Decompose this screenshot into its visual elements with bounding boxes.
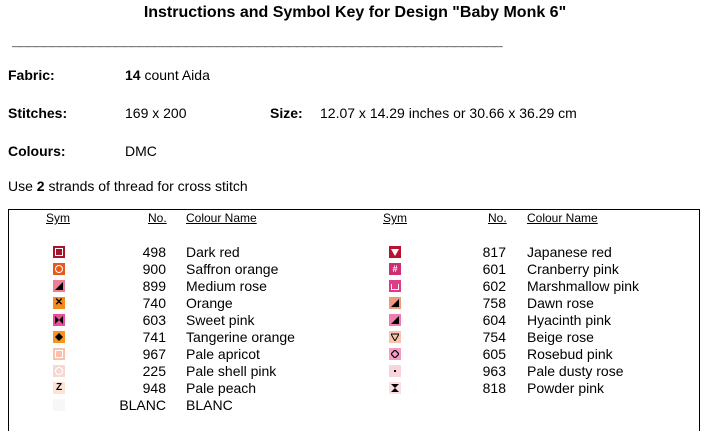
right-colour-name: Rosebud pink	[527, 346, 613, 362]
left-colour-name: Tangerine orange	[186, 329, 295, 345]
use-post: strands of thread for cross stitch	[44, 178, 248, 194]
left-symbol-z-icon: Z	[53, 382, 65, 394]
left-colour-name: Sweet pink	[186, 312, 255, 328]
size-label: Size:	[270, 105, 303, 121]
fabric-value	[125, 67, 210, 83]
right-colour-number: 758	[482, 295, 506, 311]
left-colour-number: 740	[142, 295, 166, 311]
left-colour-name: Orange	[186, 295, 233, 311]
right-colour-number: 604	[482, 312, 506, 328]
left-colour-number: 498	[142, 244, 166, 260]
left-symbol-x-icon: ✕	[54, 297, 64, 308]
right-symbol-triangle-corner-icon	[389, 314, 401, 326]
left-colour-number: 225	[142, 363, 166, 379]
left-colour-number: 900	[142, 261, 166, 277]
left-symbol-square-outline-icon	[53, 348, 65, 360]
no-header-right: No.	[488, 211, 507, 225]
left-colour-name: Dark red	[186, 244, 240, 260]
right-symbol-triangle-corner-icon	[389, 297, 401, 309]
size-value: 12.07 x 14.29 inches or 30.66 x 36.29 cm	[320, 105, 577, 121]
right-symbol-heart-icon	[389, 246, 401, 258]
right-symbol-hash-icon: #	[389, 263, 401, 275]
right-colour-number: 963	[482, 363, 506, 379]
use-pre: Use	[8, 178, 37, 194]
left-colour-number: 948	[142, 380, 166, 396]
sym-header-left: Sym	[46, 211, 70, 225]
no-header-left: No.	[148, 211, 167, 225]
stitches-value: 169 x 200	[125, 105, 187, 121]
left-colour-name: Pale peach	[186, 380, 257, 396]
colour-name-header-left: Colour Name	[186, 211, 257, 225]
right-symbol-u-icon	[389, 280, 401, 292]
colours-label: Colours:	[8, 143, 66, 159]
fabric-rest: count Aida	[140, 67, 210, 83]
right-symbol-hourglass-icon	[389, 382, 401, 394]
colours-value: DMC	[125, 143, 157, 159]
right-symbol-triangle-down-icon	[389, 331, 401, 343]
left-colour-number: 741	[142, 329, 166, 345]
strand-count: 2	[36, 178, 45, 194]
right-colour-name: Beige rose	[527, 329, 594, 345]
left-colour-name: BLANC	[186, 397, 233, 413]
right-colour-number: 818	[482, 380, 506, 396]
title-rule: ______________________________________________________________	[12, 32, 502, 49]
left-symbol-diamond-icon	[53, 331, 65, 343]
right-colour-number: 754	[482, 329, 506, 345]
fabric-label: Fabric:	[8, 67, 55, 83]
fabric-count: 14	[125, 67, 141, 83]
colour-name-header-right: Colour Name	[527, 211, 598, 225]
right-colour-number: 817	[482, 244, 506, 260]
right-colour-name: Marshmallow pink	[527, 278, 640, 294]
left-colour-name: Pale apricot	[186, 346, 260, 362]
left-colour-number: BLANC	[119, 397, 166, 413]
right-colour-name: Dawn rose	[527, 295, 594, 311]
page-title: Instructions and Symbol Key for Design "Baby Monk 6"	[143, 4, 567, 21]
left-colour-name: Pale shell pink	[186, 363, 277, 379]
right-colour-number: 602	[482, 278, 506, 294]
left-colour-number: 603	[142, 312, 166, 328]
stitches-label: Stitches:	[8, 105, 68, 121]
right-colour-name: Japanese red	[527, 244, 612, 260]
left-symbol-circle-outline-icon	[53, 365, 65, 377]
right-colour-number: 605	[482, 346, 506, 362]
left-colour-name: Medium rose	[186, 278, 267, 294]
left-symbol-blank-icon	[53, 399, 65, 411]
right-colour-number: 601	[482, 261, 506, 277]
right-colour-name: Hyacinth pink	[527, 312, 612, 328]
left-symbol-circle-outline-icon	[53, 263, 65, 275]
right-colour-name: Powder pink	[527, 380, 605, 396]
right-symbol-dot-icon	[389, 365, 401, 377]
left-colour-number: 967	[142, 346, 166, 362]
right-colour-name: Pale dusty rose	[527, 363, 624, 379]
left-symbol-triangle-corner-icon	[53, 280, 65, 292]
left-colour-number: 899	[142, 278, 166, 294]
strands-instruction	[8, 178, 248, 194]
right-colour-name: Cranberry pink	[527, 261, 619, 277]
right-symbol-diamond-outline-icon	[389, 348, 401, 360]
left-colour-name: Saffron orange	[186, 261, 279, 277]
left-symbol-bowtie-icon	[53, 314, 65, 326]
left-symbol-square-outline-icon	[53, 246, 65, 258]
sym-header-right: Sym	[383, 211, 407, 225]
